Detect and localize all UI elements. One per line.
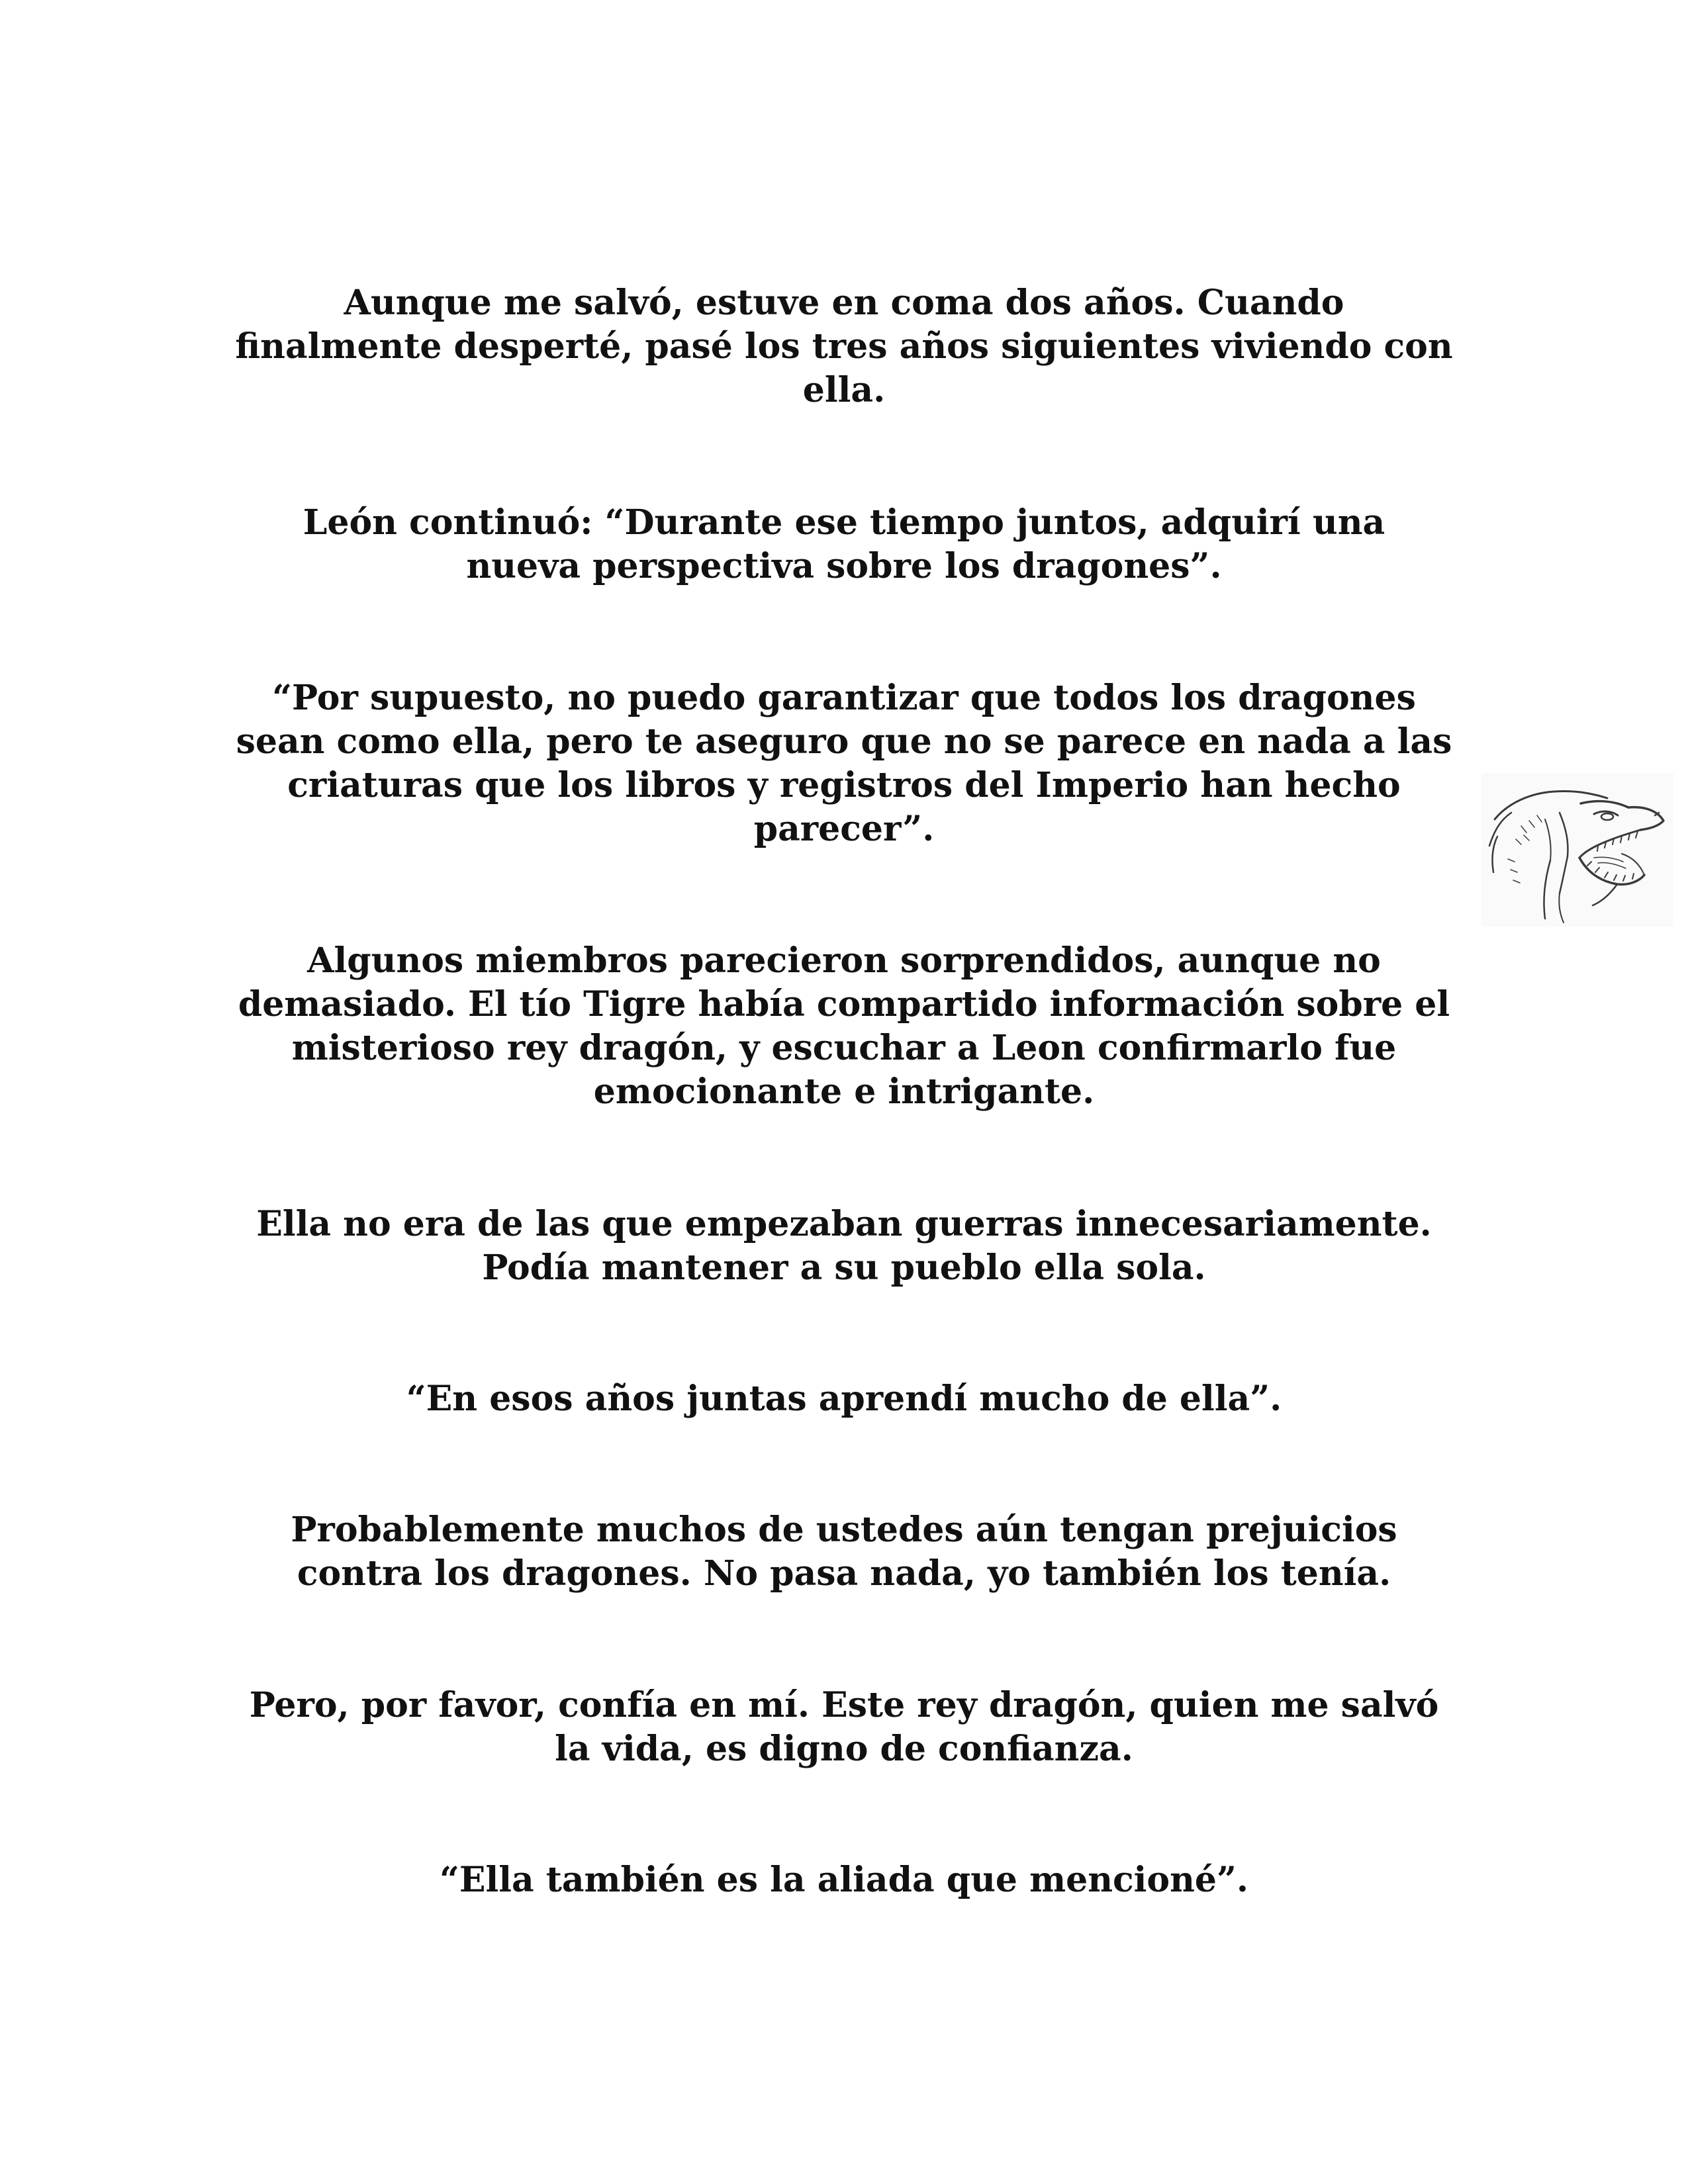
dragon-head-sketch-icon	[1481, 773, 1673, 927]
paragraph-9: “Ella también es la aliada que mencioné”.	[439, 1860, 1249, 1900]
paragraph-1: Aunque me salvó, estuve en coma dos años. Cuando finalmente desperté, pasé los tres años siguientes viviendo con ella.	[235, 283, 1453, 410]
paragraph-8: Pero, por favor, confía en mí. Este rey dragón, quien me salvó la vida, es digno de confianza.	[249, 1685, 1439, 1769]
paragraph-5: Ella no era de las que empezaban guerras innecesariamente. Podía mantener a su pueblo ella sola.	[256, 1204, 1432, 1288]
paragraph-2: León continuó: “Durante ese tiempo juntos, adquirí una nueva perspectiva sobre los dragones”.	[303, 502, 1385, 586]
paragraph-4: Algunos miembros parecieron sorprendidos, aunque no demasiado. El tío Tigre había compartido información sobre el misterioso rey dragón, y escuchar a Leon confirmarlo fue emocionante e intrigante.	[238, 940, 1450, 1112]
paragraph-7: Probablemente muchos de ustedes aún tengan prejuicios contra los dragones. No pasa nada, yo también los tenía.	[291, 1510, 1397, 1594]
paragraph-6: “En esos años juntas aprendí mucho de ella”.	[406, 1379, 1282, 1419]
paragraph-3: “Por supuesto, no puedo garantizar que todos los dragones sean como ella, pero te aseguro que no se parece en nada a las criaturas que los libros y registros del Imperio han hecho parecer”.	[236, 678, 1452, 849]
